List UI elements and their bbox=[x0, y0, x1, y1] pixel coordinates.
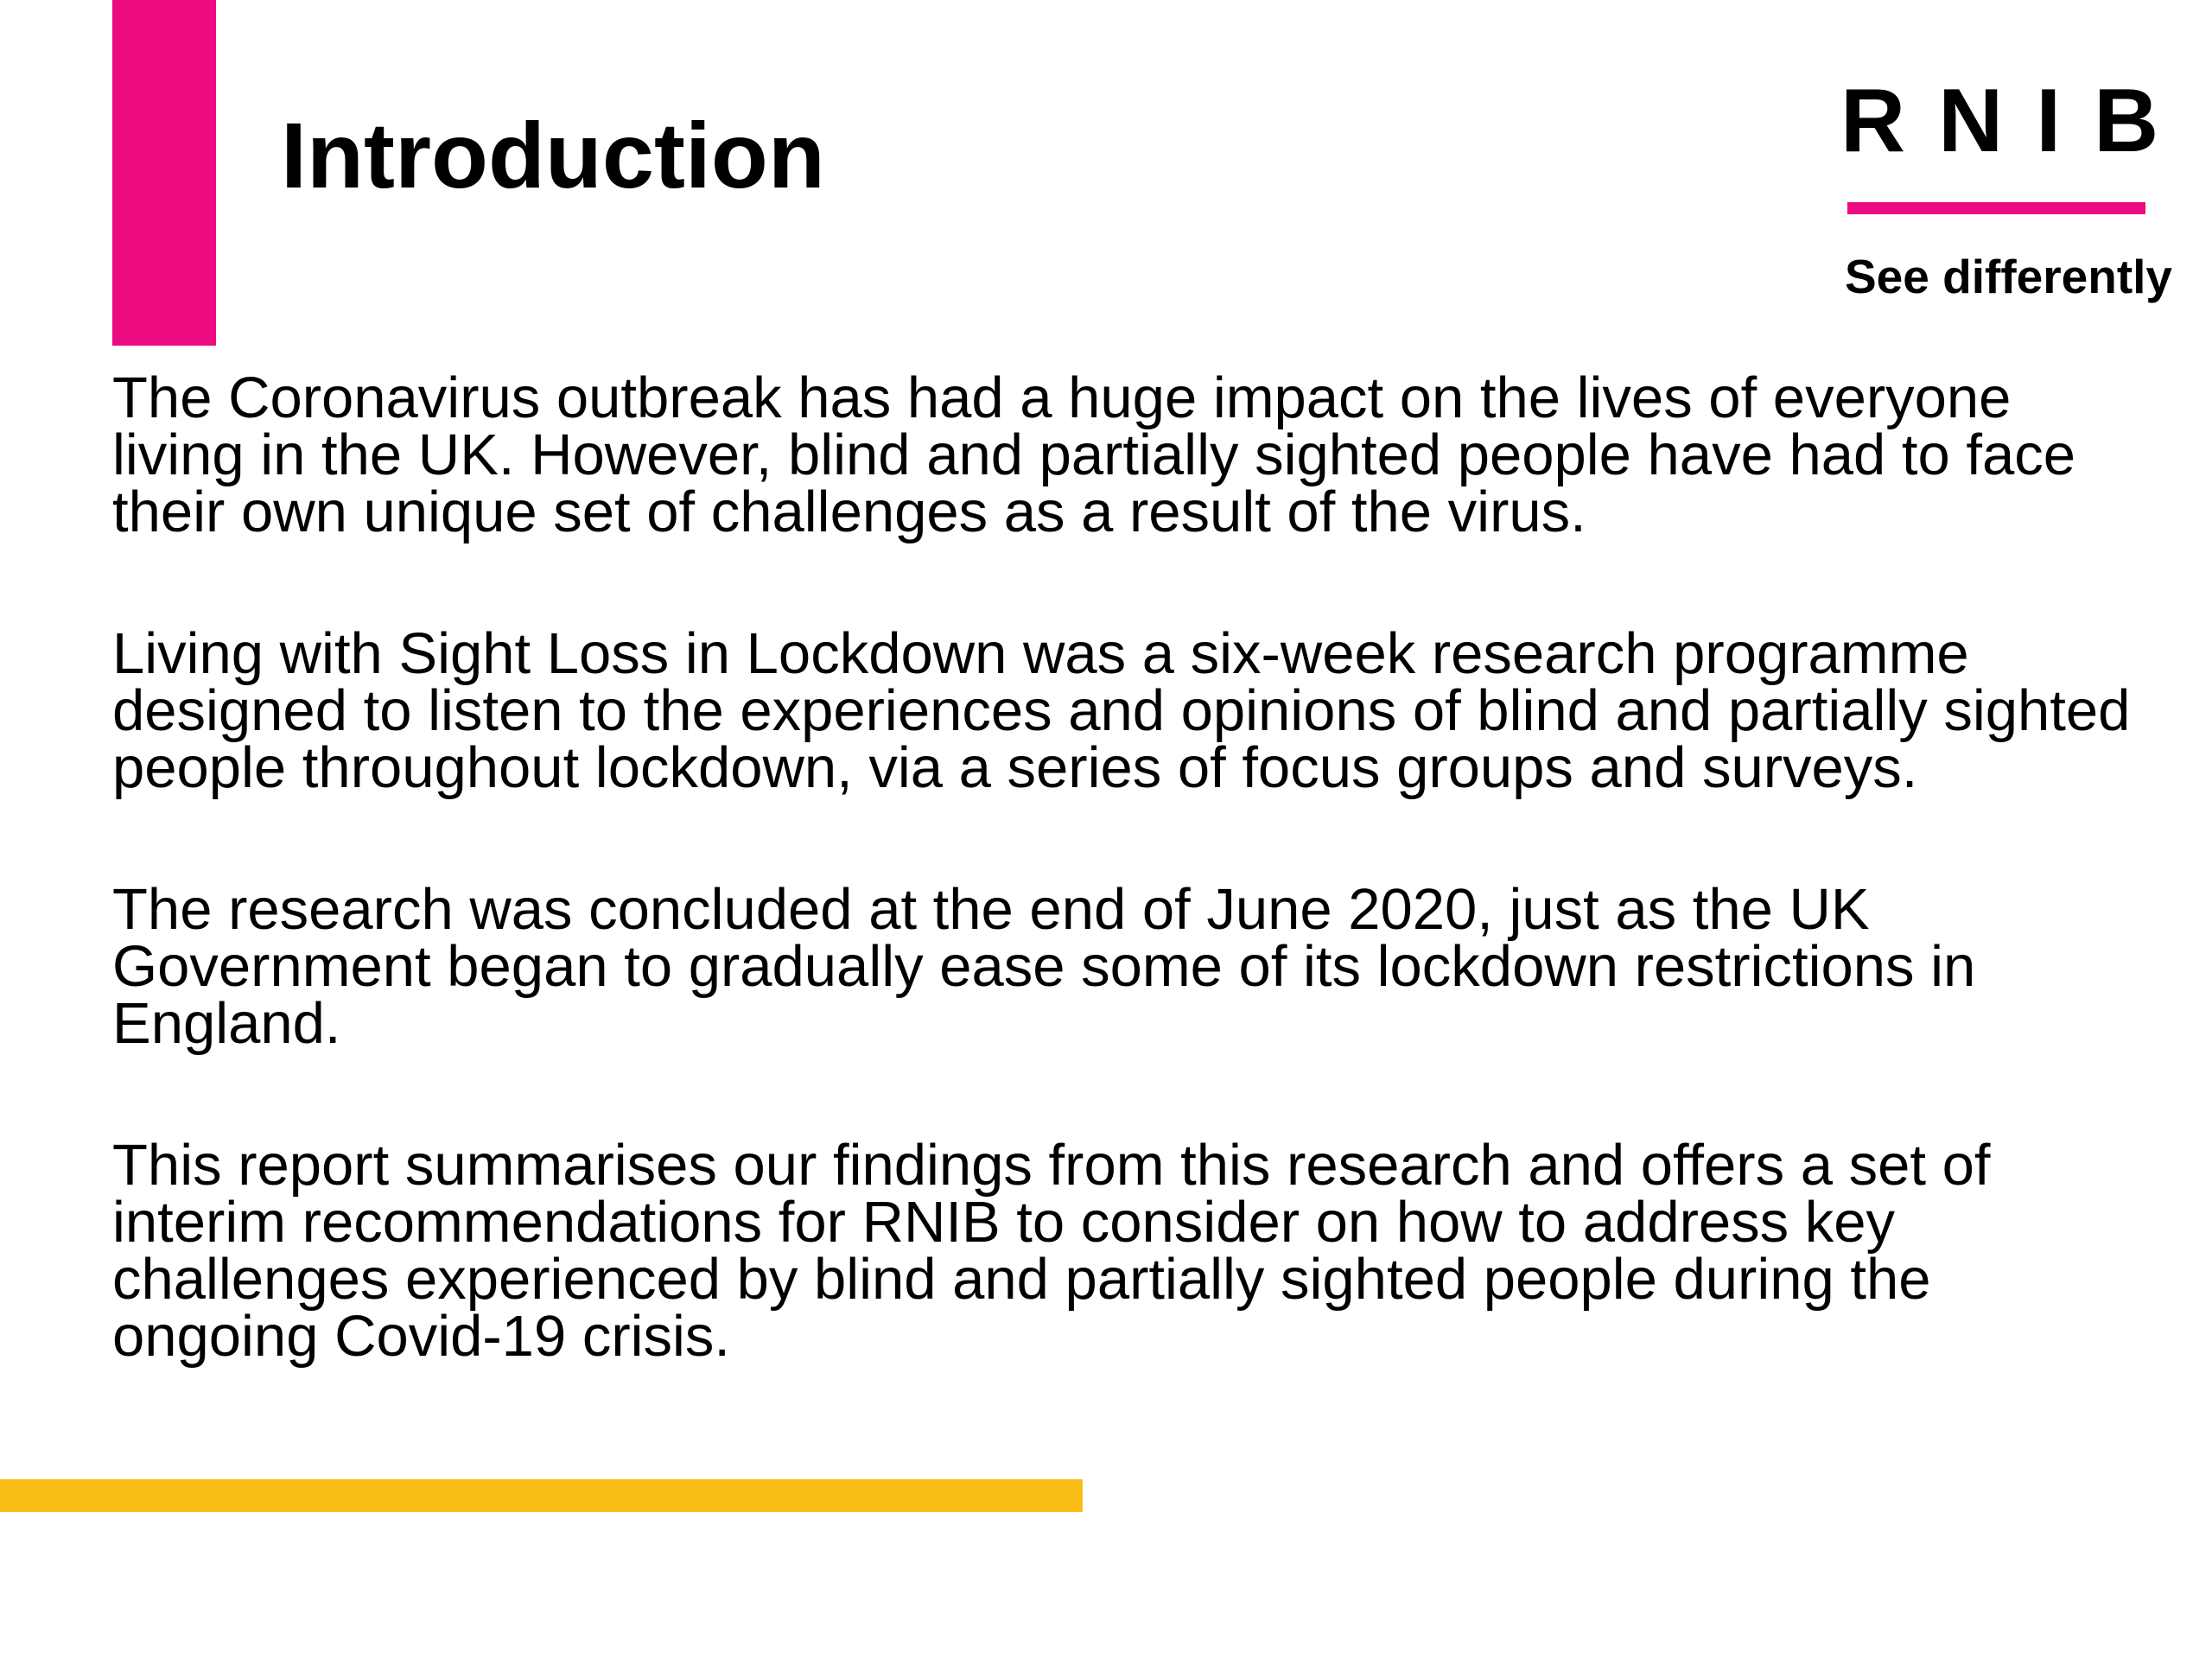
yellow-accent-bar bbox=[0, 1479, 1083, 1512]
intro-paragraph: The Coronavirus outbreak has had a huge impact on the lives of everyone living in the UK. However, blind and partially sighted people have had to face their own unique set of challenges as a result of the virus. bbox=[112, 365, 2075, 544]
timeline-paragraph: The research was concluded at the end of June 2020, just as the UK Government began to gradually ease some of its lockdown restrictions in England. bbox=[112, 877, 1976, 1056]
logo-tagline: See differently bbox=[1845, 250, 2173, 303]
logo-wordmark: RNIB bbox=[1840, 71, 2192, 171]
rnib-logo bbox=[1840, 71, 2192, 309]
page-title: Introduction bbox=[281, 103, 825, 207]
pink-accent-bar bbox=[112, 0, 216, 346]
logo-pink-rule bbox=[1847, 202, 2145, 214]
programme-paragraph: Living with Sight Loss in Lockdown was a six-week research programme designed to listen to the experiences and opinions of blind and partially sighted people throughout lockdown, via a series of focus groups and surveys. bbox=[112, 621, 2131, 800]
body-text bbox=[112, 365, 2134, 1450]
report-summary-paragraph: This report summarises our findings from this research and offers a set of interim recommendations for RNIB to consider on how to address key challenges experienced by blind and partially sighted people during the ongoing Covid-19 crisis. bbox=[112, 1133, 1991, 1369]
